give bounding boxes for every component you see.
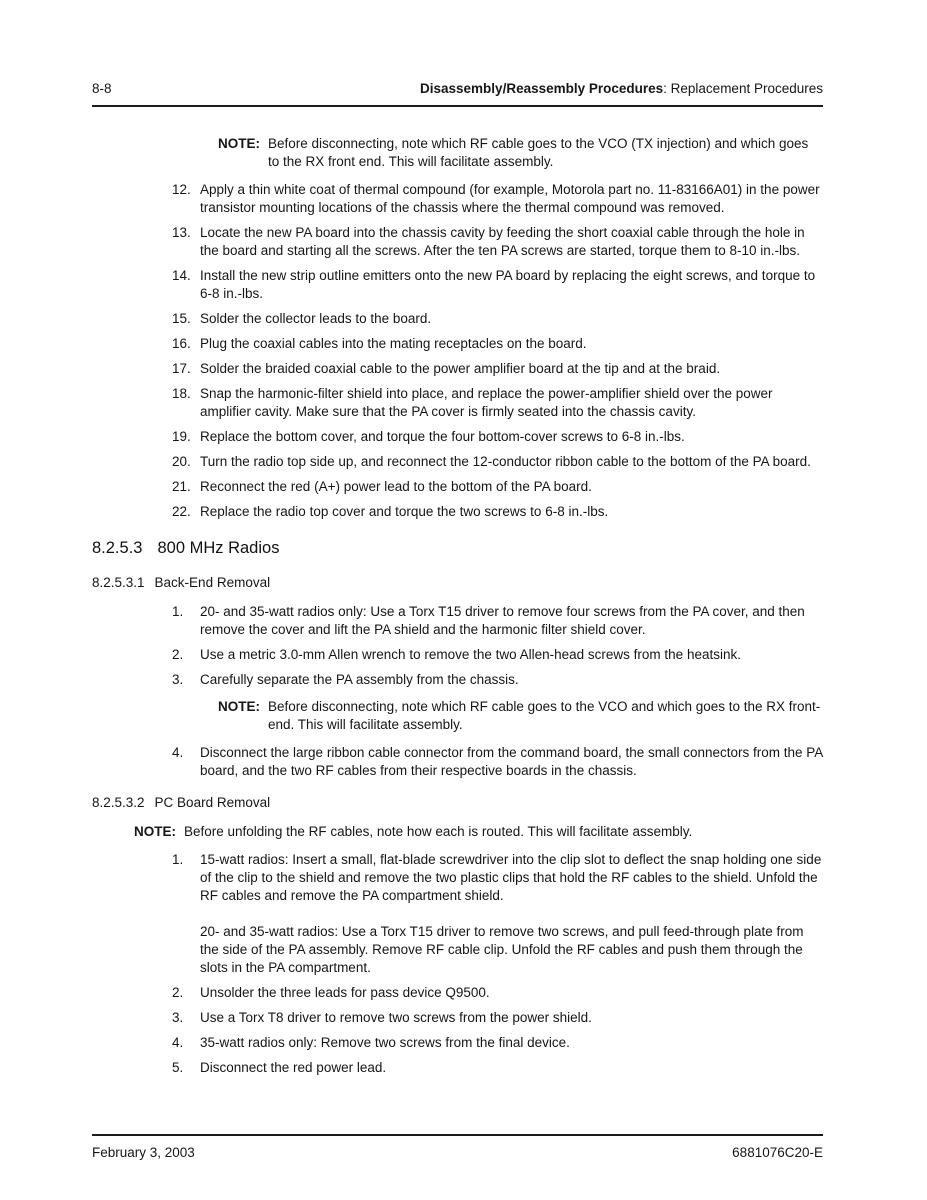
note-block xyxy=(218,698,823,734)
list-item-number: 20. xyxy=(172,454,191,469)
note-text: Before unfolding the RF cables, note how each is routed. This will facilitate assembly. xyxy=(184,824,693,839)
list-item-number: 1. xyxy=(172,852,184,867)
list-item xyxy=(92,1059,823,1077)
list-item-number: 4. xyxy=(172,1035,184,1050)
paragraph: Snap the harmonic-filter shield into place, and replace the power-amplifier shield over the power amplifier cavity. Make sure that the PA cover is firmly seated into the chassis cavity. xyxy=(200,386,773,419)
list-item-number: 2. xyxy=(172,985,184,1000)
list-item-number: 17. xyxy=(172,361,191,376)
list-item xyxy=(92,1034,823,1052)
paragraph: Apply a thin white coat of thermal compound (for example, Motorola part no. 11-83166A01) in the power transistor mounting locations of the chassis where the thermal compound was removed. xyxy=(200,182,820,215)
note-block xyxy=(218,135,823,171)
paragraph: Turn the radio top side up, and reconnect the 12-conductor ribbon cable to the bottom of the PA board. xyxy=(200,454,811,469)
list-item xyxy=(92,181,823,217)
footer-doc-number: 6881076C20-E xyxy=(732,1145,823,1160)
list-item-number: 4. xyxy=(172,745,184,760)
list-item xyxy=(92,671,823,689)
list-item-number: 3. xyxy=(172,672,184,687)
list-item-text xyxy=(200,335,823,353)
list-item-text xyxy=(200,224,823,260)
list-item-number: 14. xyxy=(172,268,191,283)
list-item xyxy=(92,851,823,977)
paragraph: 15-watt radios: Insert a small, flat-blade screwdriver into the clip slot to deflect the snap holding one side of the clip to the shield and remove the two plastic clips that hold the RF cables to the shield. Unfold the RF cables and remove the PA compartment shield. xyxy=(200,852,822,903)
list-item xyxy=(92,267,823,303)
list-item-text xyxy=(200,310,823,328)
list-item-text xyxy=(200,1009,823,1027)
heading-title: 800 MHz Radios xyxy=(157,539,280,557)
list-item-text xyxy=(200,984,823,1002)
paragraph: Carefully separate the PA assembly from the chassis. xyxy=(200,672,519,687)
list-item-number: 16. xyxy=(172,336,191,351)
list-item-number: 3. xyxy=(172,1010,184,1025)
list-item-text xyxy=(200,385,823,421)
list-item-text xyxy=(200,1059,823,1077)
list-item-number: 13. xyxy=(172,225,191,240)
list-item xyxy=(92,478,823,496)
list-item xyxy=(92,360,823,378)
paragraph: Locate the new PA board into the chassis cavity by feeding the short coaxial cable through the hole in the board and starting all the screws. After the ten PA screws are started, torque them to 8-10 in.-lbs. xyxy=(200,225,805,258)
content xyxy=(92,107,823,1077)
page-footer xyxy=(92,1134,823,1162)
list-item-text xyxy=(200,267,823,303)
running-header-subtitle: : Replacement Procedures xyxy=(663,81,823,96)
paragraph: 35-watt radios only: Remove two screws from the final device. xyxy=(200,1035,570,1050)
running-header-title: Disassembly/Reassembly Procedures xyxy=(420,81,664,96)
list-item-number: 22. xyxy=(172,504,191,519)
list-item-number: 5. xyxy=(172,1060,184,1075)
subsection-heading xyxy=(92,794,823,812)
list-item-number: 12. xyxy=(172,182,191,197)
list-item-number: 21. xyxy=(172,479,191,494)
paragraph: Use a metric 3.0-mm Allen wrench to remove the two Allen-head screws from the heatsink. xyxy=(200,647,741,662)
heading-number: 8.2.5.3 xyxy=(92,539,143,557)
list-item-text xyxy=(200,1034,823,1052)
list-item xyxy=(92,453,823,471)
heading-title: Back-End Removal xyxy=(154,575,271,590)
list-item xyxy=(92,744,823,780)
paragraph: Use a Torx T8 driver to remove two screws from the power shield. xyxy=(200,1010,592,1025)
heading-number: 8.2.5.3.2 xyxy=(92,795,145,810)
list-item-text xyxy=(200,646,823,664)
note-text: Before disconnecting, note which RF cable goes to the VCO (TX injection) and which goes to the RX front end. This will facilitate assembly. xyxy=(268,136,809,169)
list-item xyxy=(92,984,823,1002)
list-item xyxy=(92,310,823,328)
heading-number: 8.2.5.3.1 xyxy=(92,575,145,590)
note-label: NOTE: xyxy=(218,699,260,714)
list-item xyxy=(92,646,823,664)
list-item-text xyxy=(200,744,823,780)
list-item-text xyxy=(200,503,823,521)
list-item-number: 1. xyxy=(172,604,184,619)
list-item-text xyxy=(200,478,823,496)
list-item xyxy=(92,224,823,260)
paragraph: Reconnect the red (A+) power lead to the bottom of the PA board. xyxy=(200,479,592,494)
list-item-text xyxy=(200,603,823,639)
paragraph: Solder the braided coaxial cable to the power amplifier board at the tip and at the braid. xyxy=(200,361,721,376)
paragraph: Disconnect the large ribbon cable connector from the command board, the small connectors from the PA board, and the two RF cables from their respective boards in the chassis. xyxy=(200,745,823,778)
page-number: 8-8 xyxy=(92,81,112,96)
section-heading xyxy=(92,538,823,559)
paragraph: Solder the collector leads to the board. xyxy=(200,311,432,326)
footer-date: February 3, 2003 xyxy=(92,1145,195,1160)
list-item-number: 15. xyxy=(172,311,191,326)
note-label: NOTE: xyxy=(134,824,176,839)
heading-title: PC Board Removal xyxy=(154,795,271,810)
paragraph: Install the new strip outline emitters onto the new PA board by replacing the eight screws, and torque to 6-8 in.-lbs. xyxy=(200,268,816,301)
running-header xyxy=(420,80,823,98)
list-item xyxy=(92,603,823,639)
paragraph: 20- and 35-watt radios: Use a Torx T15 driver to remove two screws, and pull feed-through plate from the side of the PA assembly. Remove RF cable clip. Unfold the RF cables and push them through the slots in the PA compartment. xyxy=(200,924,804,975)
list-item-text xyxy=(200,671,823,689)
list-item-text xyxy=(200,453,823,471)
note-label: NOTE: xyxy=(218,136,260,151)
subsection-heading xyxy=(92,574,823,592)
list-item xyxy=(92,335,823,353)
note-block xyxy=(134,823,823,841)
list-item xyxy=(92,503,823,521)
list-item xyxy=(92,428,823,446)
list-item-text xyxy=(200,360,823,378)
paragraph: Plug the coaxial cables into the mating receptacles on the board. xyxy=(200,336,587,351)
paragraph: Unsolder the three leads for pass device Q9500. xyxy=(200,985,490,1000)
list-item-number: 18. xyxy=(172,386,191,401)
list-item-number: 2. xyxy=(172,647,184,662)
footer-rule xyxy=(92,1134,823,1136)
list-item-text xyxy=(200,851,823,977)
list-item-number: 19. xyxy=(172,429,191,444)
paragraph: Replace the bottom cover, and torque the four bottom-cover screws to 6-8 in.-lbs. xyxy=(200,429,685,444)
paragraph: 20- and 35-watt radios only: Use a Torx T15 driver to remove four screws from the PA cover, and then remove the cover and lift the PA shield and the harmonic filter shield cover. xyxy=(200,604,805,637)
note-text: Before disconnecting, note which RF cable goes to the VCO and which goes to the RX front-end. This will facilitate assembly. xyxy=(268,699,821,732)
paragraph: Disconnect the red power lead. xyxy=(200,1060,387,1075)
page-header xyxy=(92,0,823,98)
paragraph: Replace the radio top cover and torque the two screws to 6-8 in.-lbs. xyxy=(200,504,609,519)
list-item-text xyxy=(200,428,823,446)
list-item xyxy=(92,385,823,421)
list-item xyxy=(92,1009,823,1027)
list-item-text xyxy=(200,181,823,217)
